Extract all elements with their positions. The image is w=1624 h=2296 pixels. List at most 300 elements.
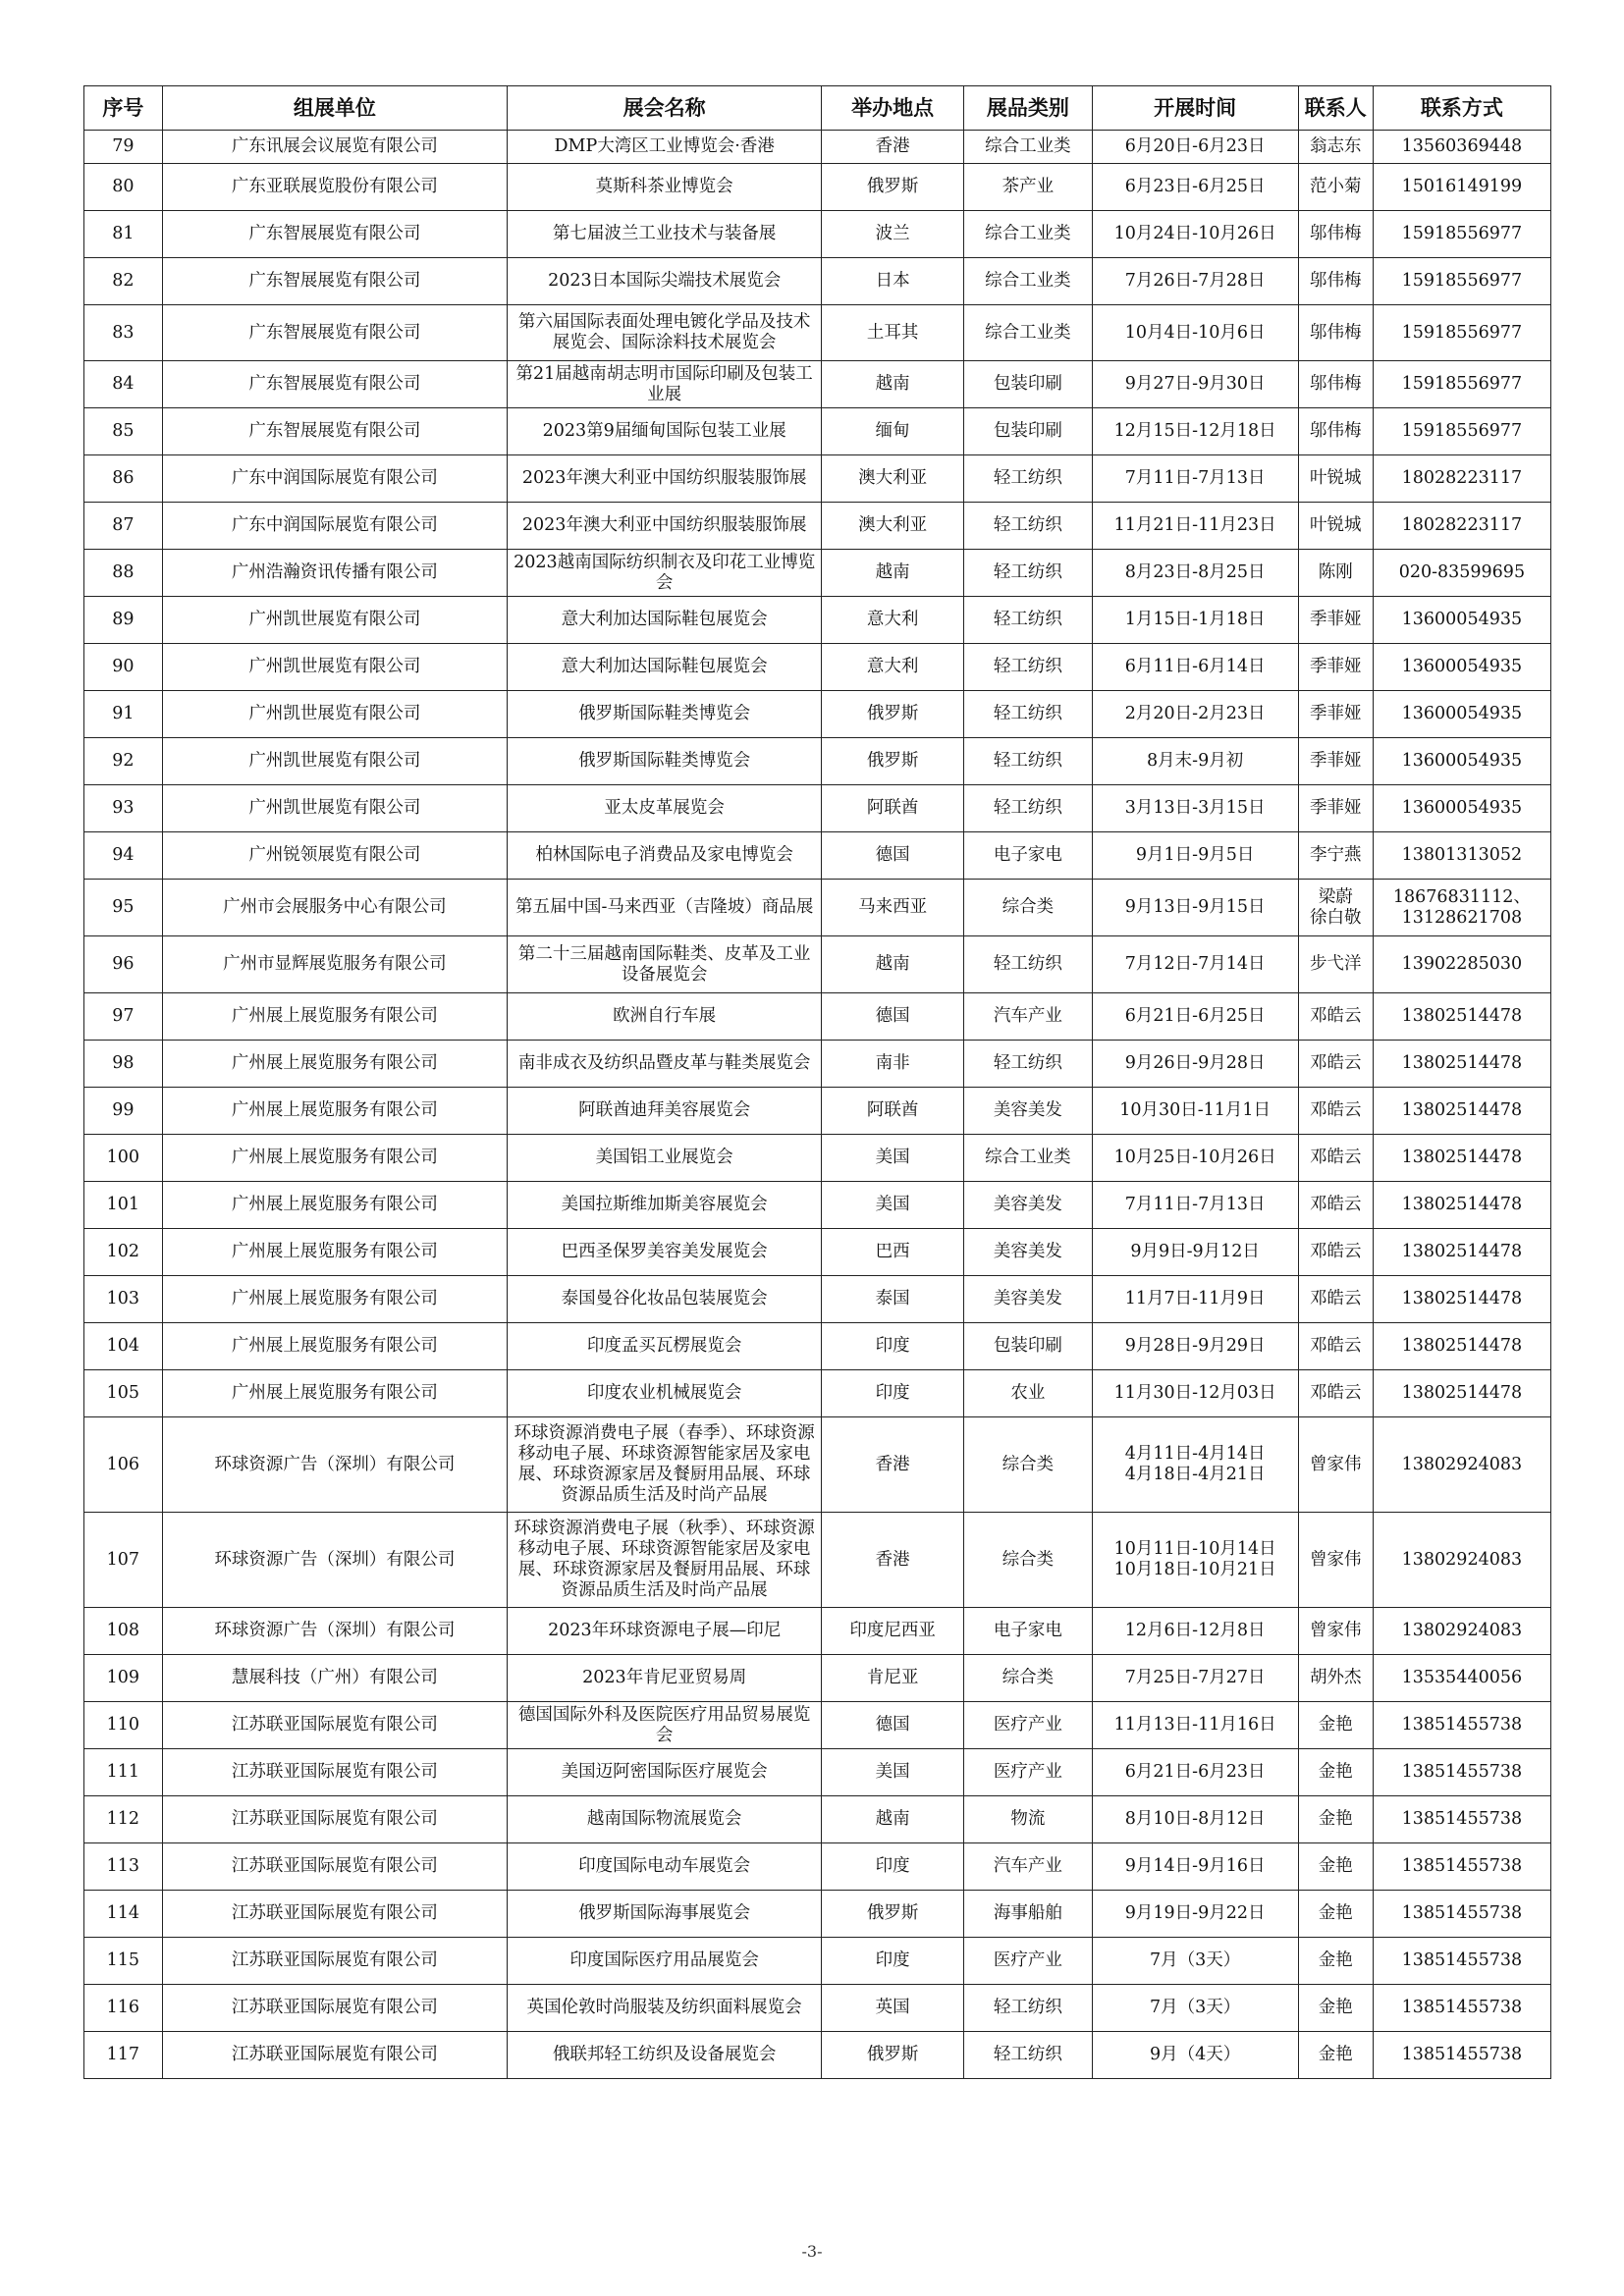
cell-exhibition-name: 欧洲自行车展 xyxy=(508,993,822,1041)
cell-location: 土耳其 xyxy=(822,305,964,361)
table-row xyxy=(84,164,1551,211)
cell-index: 117 xyxy=(84,2032,163,2079)
cell-contact-phone: 13851455738 xyxy=(1373,1938,1550,1985)
cell-date: 10月24日-10月26日 xyxy=(1092,211,1298,258)
cell-contact-phone: 13801313052 xyxy=(1373,832,1550,880)
cell-exhibition-name: 莫斯科茶业博览会 xyxy=(508,164,822,211)
cell-contact-person: 邓皓云 xyxy=(1298,1182,1373,1229)
cell-contact-person: 金艳 xyxy=(1298,2032,1373,2079)
cell-location: 南非 xyxy=(822,1041,964,1088)
cell-category: 轻工纺织 xyxy=(964,597,1092,644)
cell-date: 7月11日-7月13日 xyxy=(1092,455,1298,503)
cell-organizer: 环球资源广告（深圳）有限公司 xyxy=(162,1513,507,1608)
cell-contact-person: 金艳 xyxy=(1298,1702,1373,1749)
cell-category: 包装印刷 xyxy=(964,361,1092,408)
cell-organizer: 广东中润国际展览有限公司 xyxy=(162,503,507,550)
cell-category: 综合类 xyxy=(964,1513,1092,1608)
header-date: 开展时间 xyxy=(1092,86,1298,131)
cell-index: 115 xyxy=(84,1938,163,1985)
cell-location: 俄罗斯 xyxy=(822,1891,964,1938)
cell-category: 综合工业类 xyxy=(964,1135,1092,1182)
cell-organizer: 广州凯世展览有限公司 xyxy=(162,597,507,644)
cell-exhibition-name: 第五届中国-马来西亚（吉隆坡）商品展 xyxy=(508,880,822,936)
cell-date: 9月26日-9月28日 xyxy=(1092,1041,1298,1088)
cell-location: 俄罗斯 xyxy=(822,164,964,211)
cell-location: 德国 xyxy=(822,1702,964,1749)
cell-exhibition-name: 美国迈阿密国际医疗展览会 xyxy=(508,1749,822,1796)
table-row xyxy=(84,1702,1551,1749)
cell-contact-phone: 13802514478 xyxy=(1373,1041,1550,1088)
cell-location: 泰国 xyxy=(822,1276,964,1323)
cell-date: 3月13日-3月15日 xyxy=(1092,785,1298,832)
cell-exhibition-name: 俄联邦轻工纺织及设备展览会 xyxy=(508,2032,822,2079)
cell-contact-person: 步弋洋 xyxy=(1298,936,1373,993)
cell-index: 103 xyxy=(84,1276,163,1323)
cell-category: 汽车产业 xyxy=(964,993,1092,1041)
cell-contact-person: 金艳 xyxy=(1298,1938,1373,1985)
cell-organizer: 江苏联亚国际展览有限公司 xyxy=(162,1891,507,1938)
cell-location: 意大利 xyxy=(822,644,964,691)
cell-exhibition-name: 美国拉斯维加斯美容展览会 xyxy=(508,1182,822,1229)
cell-exhibition-name: 意大利加达国际鞋包展览会 xyxy=(508,644,822,691)
cell-contact-person: 曾家伟 xyxy=(1298,1513,1373,1608)
page-number: -3- xyxy=(801,2242,823,2261)
cell-index: 89 xyxy=(84,597,163,644)
cell-category: 美容美发 xyxy=(964,1229,1092,1276)
cell-exhibition-name: 印度孟买瓦楞展览会 xyxy=(508,1323,822,1370)
cell-date: 7月25日-7月27日 xyxy=(1092,1655,1298,1702)
cell-date: 7月12日-7月14日 xyxy=(1092,936,1298,993)
cell-exhibition-name: 第六届国际表面处理电镀化学品及技术展览会、国际涂料技术展览会 xyxy=(508,305,822,361)
cell-location: 美国 xyxy=(822,1749,964,1796)
cell-index: 80 xyxy=(84,164,163,211)
cell-contact-person: 季菲娅 xyxy=(1298,738,1373,785)
table-row xyxy=(84,1370,1551,1417)
cell-contact-phone: 13802514478 xyxy=(1373,1135,1550,1182)
cell-category: 汽车产业 xyxy=(964,1843,1092,1891)
cell-contact-phone: 13600054935 xyxy=(1373,691,1550,738)
cell-exhibition-name: 2023年环球资源电子展—印尼 xyxy=(508,1608,822,1655)
cell-category: 包装印刷 xyxy=(964,408,1092,455)
cell-index: 84 xyxy=(84,361,163,408)
cell-exhibition-name: 阿联酋迪拜美容展览会 xyxy=(508,1088,822,1135)
cell-index: 104 xyxy=(84,1323,163,1370)
cell-contact-person: 梁蔚 徐白敬 xyxy=(1298,880,1373,936)
cell-contact-person: 邬伟梅 xyxy=(1298,408,1373,455)
cell-contact-person: 叶锐城 xyxy=(1298,503,1373,550)
cell-exhibition-name: 环球资源消费电子展（秋季）、环球资源移动电子展、环球资源智能家居及家电展、环球资源家居及餐厨用品展、环球资源品质生活及时尚产品展 xyxy=(508,1513,822,1608)
cell-organizer: 广州展上展览服务有限公司 xyxy=(162,993,507,1041)
cell-organizer: 广州市显辉展览服务有限公司 xyxy=(162,936,507,993)
cell-location: 德国 xyxy=(822,993,964,1041)
cell-date: 11月13日-11月16日 xyxy=(1092,1702,1298,1749)
cell-category: 美容美发 xyxy=(964,1088,1092,1135)
cell-index: 95 xyxy=(84,880,163,936)
header-location: 举办地点 xyxy=(822,86,964,131)
cell-organizer: 广州凯世展览有限公司 xyxy=(162,785,507,832)
table-row xyxy=(84,1985,1551,2032)
cell-category: 美容美发 xyxy=(964,1276,1092,1323)
cell-exhibition-name: 巴西圣保罗美容美发展览会 xyxy=(508,1229,822,1276)
cell-category: 电子家电 xyxy=(964,832,1092,880)
cell-date: 6月21日-6月23日 xyxy=(1092,1749,1298,1796)
cell-category: 海事船舶 xyxy=(964,1891,1092,1938)
cell-index: 100 xyxy=(84,1135,163,1182)
cell-location: 缅甸 xyxy=(822,408,964,455)
cell-location: 俄罗斯 xyxy=(822,691,964,738)
cell-category: 轻工纺织 xyxy=(964,738,1092,785)
cell-category: 轻工纺织 xyxy=(964,1041,1092,1088)
table-row xyxy=(84,1655,1551,1702)
cell-exhibition-name: 英国伦敦时尚服装及纺织面料展览会 xyxy=(508,1985,822,2032)
cell-exhibition-name: 印度国际医疗用品展览会 xyxy=(508,1938,822,1985)
cell-exhibition-name: 南非成衣及纺织品暨皮革与鞋类展览会 xyxy=(508,1041,822,1088)
cell-index: 87 xyxy=(84,503,163,550)
cell-contact-phone: 13851455738 xyxy=(1373,1843,1550,1891)
table-row xyxy=(84,1796,1551,1843)
cell-contact-person: 邓皓云 xyxy=(1298,1041,1373,1088)
cell-date: 9月28日-9月29日 xyxy=(1092,1323,1298,1370)
cell-contact-person: 邓皓云 xyxy=(1298,1229,1373,1276)
cell-organizer: 广州市会展服务中心有限公司 xyxy=(162,880,507,936)
cell-index: 105 xyxy=(84,1370,163,1417)
cell-exhibition-name: 俄罗斯国际鞋类博览会 xyxy=(508,738,822,785)
cell-organizer: 广州展上展览服务有限公司 xyxy=(162,1088,507,1135)
cell-date: 10月25日-10月26日 xyxy=(1092,1135,1298,1182)
cell-organizer: 广州展上展览服务有限公司 xyxy=(162,1370,507,1417)
cell-exhibition-name: 2023第9届缅甸国际包装工业展 xyxy=(508,408,822,455)
cell-contact-phone: 13560369448 xyxy=(1373,131,1550,164)
cell-exhibition-name: 2023年肯尼亚贸易周 xyxy=(508,1655,822,1702)
cell-organizer: 广东智展展览有限公司 xyxy=(162,305,507,361)
cell-category: 医疗产业 xyxy=(964,1938,1092,1985)
cell-date: 11月30日-12月03日 xyxy=(1092,1370,1298,1417)
cell-index: 99 xyxy=(84,1088,163,1135)
cell-index: 116 xyxy=(84,1985,163,2032)
cell-date: 8月10日-8月12日 xyxy=(1092,1796,1298,1843)
cell-location: 肯尼亚 xyxy=(822,1655,964,1702)
cell-location: 澳大利亚 xyxy=(822,503,964,550)
cell-index: 82 xyxy=(84,258,163,305)
cell-organizer: 广州凯世展览有限公司 xyxy=(162,738,507,785)
cell-location: 越南 xyxy=(822,936,964,993)
table-row xyxy=(84,1135,1551,1182)
header-exhibition-name: 展会名称 xyxy=(508,86,822,131)
table-row xyxy=(84,993,1551,1041)
cell-date: 12月15日-12月18日 xyxy=(1092,408,1298,455)
cell-location: 澳大利亚 xyxy=(822,455,964,503)
cell-location: 印度 xyxy=(822,1323,964,1370)
cell-exhibition-name: 2023年澳大利亚中国纺织服装服饰展 xyxy=(508,455,822,503)
cell-category: 综合工业类 xyxy=(964,131,1092,164)
cell-location: 越南 xyxy=(822,550,964,597)
cell-contact-phone: 13802514478 xyxy=(1373,993,1550,1041)
cell-contact-person: 曾家伟 xyxy=(1298,1417,1373,1513)
cell-exhibition-name: 第21届越南胡志明市国际印刷及包装工业展 xyxy=(508,361,822,408)
cell-index: 113 xyxy=(84,1843,163,1891)
cell-organizer: 江苏联亚国际展览有限公司 xyxy=(162,1938,507,1985)
cell-contact-phone: 13851455738 xyxy=(1373,1749,1550,1796)
cell-location: 阿联酋 xyxy=(822,785,964,832)
cell-exhibition-name: 印度农业机械展览会 xyxy=(508,1370,822,1417)
header-index: 序号 xyxy=(84,86,163,131)
exhibition-table xyxy=(83,85,1551,2079)
table-row xyxy=(84,1182,1551,1229)
cell-date: 9月1日-9月5日 xyxy=(1092,832,1298,880)
table-row xyxy=(84,305,1551,361)
cell-date: 12月6日-12月8日 xyxy=(1092,1608,1298,1655)
cell-contact-phone: 13802924083 xyxy=(1373,1608,1550,1655)
cell-contact-phone: 13802514478 xyxy=(1373,1370,1550,1417)
cell-location: 俄罗斯 xyxy=(822,738,964,785)
cell-contact-person: 金艳 xyxy=(1298,1796,1373,1843)
cell-contact-person: 邬伟梅 xyxy=(1298,305,1373,361)
cell-organizer: 广州凯世展览有限公司 xyxy=(162,644,507,691)
cell-date: 6月20日-6月23日 xyxy=(1092,131,1298,164)
cell-category: 综合工业类 xyxy=(964,305,1092,361)
cell-contact-phone: 15918556977 xyxy=(1373,408,1550,455)
cell-contact-phone: 18028223117 xyxy=(1373,503,1550,550)
table-body xyxy=(84,131,1551,2079)
header-category: 展品类别 xyxy=(964,86,1092,131)
cell-location: 美国 xyxy=(822,1135,964,1182)
cell-contact-phone: 15016149199 xyxy=(1373,164,1550,211)
table-header-row xyxy=(84,86,1551,131)
table-row xyxy=(84,880,1551,936)
cell-category: 综合类 xyxy=(964,1417,1092,1513)
cell-category: 茶产业 xyxy=(964,164,1092,211)
cell-index: 97 xyxy=(84,993,163,1041)
cell-contact-person: 陈刚 xyxy=(1298,550,1373,597)
cell-category: 医疗产业 xyxy=(964,1702,1092,1749)
cell-organizer: 广东智展展览有限公司 xyxy=(162,211,507,258)
table-row xyxy=(84,644,1551,691)
cell-category: 轻工纺织 xyxy=(964,2032,1092,2079)
cell-location: 印度 xyxy=(822,1843,964,1891)
cell-location: 香港 xyxy=(822,131,964,164)
cell-organizer: 江苏联亚国际展览有限公司 xyxy=(162,1843,507,1891)
cell-category: 综合类 xyxy=(964,880,1092,936)
cell-location: 香港 xyxy=(822,1417,964,1513)
table-row xyxy=(84,1891,1551,1938)
cell-date: 8月末-9月初 xyxy=(1092,738,1298,785)
cell-index: 111 xyxy=(84,1749,163,1796)
table-row xyxy=(84,1276,1551,1323)
table-row xyxy=(84,1041,1551,1088)
cell-contact-phone: 020-83599695 xyxy=(1373,550,1550,597)
cell-exhibition-name: 美国铝工业展览会 xyxy=(508,1135,822,1182)
cell-organizer: 广州展上展览服务有限公司 xyxy=(162,1276,507,1323)
cell-contact-phone: 18676831112、 13128621708 xyxy=(1373,880,1550,936)
cell-organizer: 广东讯展会议展览有限公司 xyxy=(162,131,507,164)
cell-location: 美国 xyxy=(822,1182,964,1229)
cell-contact-person: 金艳 xyxy=(1298,1749,1373,1796)
cell-exhibition-name: 第二十三届越南国际鞋类、皮革及工业设备展览会 xyxy=(508,936,822,993)
cell-date: 9月19日-9月22日 xyxy=(1092,1891,1298,1938)
table-row xyxy=(84,1323,1551,1370)
cell-index: 91 xyxy=(84,691,163,738)
cell-contact-phone: 13902285030 xyxy=(1373,936,1550,993)
cell-contact-phone: 13535440056 xyxy=(1373,1655,1550,1702)
cell-contact-phone: 13600054935 xyxy=(1373,785,1550,832)
cell-organizer: 慧展科技（广州）有限公司 xyxy=(162,1655,507,1702)
cell-exhibition-name: 俄罗斯国际鞋类博览会 xyxy=(508,691,822,738)
cell-date: 7月（3天） xyxy=(1092,1938,1298,1985)
cell-contact-person: 邓皓云 xyxy=(1298,1276,1373,1323)
header-organizer: 组展单位 xyxy=(162,86,507,131)
table-row xyxy=(84,738,1551,785)
cell-contact-phone: 18028223117 xyxy=(1373,455,1550,503)
cell-index: 88 xyxy=(84,550,163,597)
cell-contact-person: 邓皓云 xyxy=(1298,1323,1373,1370)
table-row xyxy=(84,1229,1551,1276)
cell-date: 8月23日-8月25日 xyxy=(1092,550,1298,597)
cell-index: 94 xyxy=(84,832,163,880)
cell-exhibition-name: 第七届波兰工业技术与装备展 xyxy=(508,211,822,258)
cell-index: 112 xyxy=(84,1796,163,1843)
cell-contact-phone: 13802514478 xyxy=(1373,1323,1550,1370)
cell-date: 7月26日-7月28日 xyxy=(1092,258,1298,305)
table-row xyxy=(84,550,1551,597)
cell-date: 10月11日-10月14日 10月18日-10月21日 xyxy=(1092,1513,1298,1608)
cell-contact-phone: 13600054935 xyxy=(1373,597,1550,644)
cell-exhibition-name: 2023日本国际尖端技术展览会 xyxy=(508,258,822,305)
cell-category: 综合工业类 xyxy=(964,258,1092,305)
cell-date: 7月11日-7月13日 xyxy=(1092,1182,1298,1229)
cell-location: 马来西亚 xyxy=(822,880,964,936)
table-row xyxy=(84,2032,1551,2079)
cell-organizer: 广州锐领展览有限公司 xyxy=(162,832,507,880)
table-row xyxy=(84,503,1551,550)
cell-location: 印度 xyxy=(822,1370,964,1417)
cell-organizer: 江苏联亚国际展览有限公司 xyxy=(162,1796,507,1843)
cell-category: 轻工纺织 xyxy=(964,550,1092,597)
cell-organizer: 广州凯世展览有限公司 xyxy=(162,691,507,738)
table-row xyxy=(84,936,1551,993)
cell-contact-person: 邬伟梅 xyxy=(1298,258,1373,305)
cell-contact-phone: 13851455738 xyxy=(1373,1891,1550,1938)
cell-exhibition-name: DMP大湾区工业博览会·香港 xyxy=(508,131,822,164)
cell-date: 10月4日-10月6日 xyxy=(1092,305,1298,361)
cell-date: 9月（4天） xyxy=(1092,2032,1298,2079)
cell-category: 物流 xyxy=(964,1796,1092,1843)
cell-date: 7月（3天） xyxy=(1092,1985,1298,2032)
cell-location: 波兰 xyxy=(822,211,964,258)
cell-category: 轻工纺织 xyxy=(964,785,1092,832)
table-row xyxy=(84,785,1551,832)
cell-contact-person: 邓皓云 xyxy=(1298,1370,1373,1417)
cell-contact-person: 季菲娅 xyxy=(1298,785,1373,832)
table-row xyxy=(84,1843,1551,1891)
cell-contact-person: 邬伟梅 xyxy=(1298,361,1373,408)
cell-category: 轻工纺织 xyxy=(964,936,1092,993)
cell-index: 108 xyxy=(84,1608,163,1655)
cell-contact-phone: 15918556977 xyxy=(1373,305,1550,361)
cell-contact-person: 李宁燕 xyxy=(1298,832,1373,880)
table-row xyxy=(84,211,1551,258)
cell-contact-person: 邓皓云 xyxy=(1298,1088,1373,1135)
cell-contact-phone: 13802924083 xyxy=(1373,1513,1550,1608)
cell-date: 6月21日-6月25日 xyxy=(1092,993,1298,1041)
cell-contact-phone: 13802924083 xyxy=(1373,1417,1550,1513)
cell-index: 79 xyxy=(84,131,163,164)
cell-category: 美容美发 xyxy=(964,1182,1092,1229)
cell-organizer: 江苏联亚国际展览有限公司 xyxy=(162,1749,507,1796)
cell-contact-phone: 13851455738 xyxy=(1373,1985,1550,2032)
cell-index: 96 xyxy=(84,936,163,993)
cell-organizer: 广州浩瀚资讯传播有限公司 xyxy=(162,550,507,597)
cell-index: 106 xyxy=(84,1417,163,1513)
cell-location: 巴西 xyxy=(822,1229,964,1276)
cell-location: 德国 xyxy=(822,832,964,880)
cell-location: 印度 xyxy=(822,1938,964,1985)
cell-organizer: 广州展上展览服务有限公司 xyxy=(162,1229,507,1276)
cell-date: 4月11日-4月14日 4月18日-4月21日 xyxy=(1092,1417,1298,1513)
cell-exhibition-name: 柏林国际电子消费品及家电博览会 xyxy=(508,832,822,880)
table-row xyxy=(84,1417,1551,1513)
table-row xyxy=(84,597,1551,644)
cell-index: 109 xyxy=(84,1655,163,1702)
cell-date: 6月11日-6月14日 xyxy=(1092,644,1298,691)
table-row xyxy=(84,1608,1551,1655)
cell-exhibition-name: 俄罗斯国际海事展览会 xyxy=(508,1891,822,1938)
table-row xyxy=(84,1749,1551,1796)
table-row xyxy=(84,1938,1551,1985)
cell-date: 9月14日-9月16日 xyxy=(1092,1843,1298,1891)
cell-contact-phone: 15918556977 xyxy=(1373,258,1550,305)
table-row xyxy=(84,1088,1551,1135)
cell-organizer: 江苏联亚国际展览有限公司 xyxy=(162,2032,507,2079)
table-row xyxy=(84,455,1551,503)
cell-contact-person: 叶锐城 xyxy=(1298,455,1373,503)
cell-location: 日本 xyxy=(822,258,964,305)
cell-organizer: 广东智展展览有限公司 xyxy=(162,361,507,408)
cell-contact-person: 翁志东 xyxy=(1298,131,1373,164)
table-row xyxy=(84,408,1551,455)
cell-location: 英国 xyxy=(822,1985,964,2032)
cell-location: 印度尼西亚 xyxy=(822,1608,964,1655)
cell-index: 93 xyxy=(84,785,163,832)
cell-contact-person: 季菲娅 xyxy=(1298,597,1373,644)
cell-contact-phone: 13851455738 xyxy=(1373,1702,1550,1749)
table-row xyxy=(84,361,1551,408)
cell-date: 9月9日-9月12日 xyxy=(1092,1229,1298,1276)
cell-index: 92 xyxy=(84,738,163,785)
cell-exhibition-name: 泰国曼谷化妆品包装展览会 xyxy=(508,1276,822,1323)
cell-contact-person: 邓皓云 xyxy=(1298,993,1373,1041)
cell-location: 俄罗斯 xyxy=(822,2032,964,2079)
cell-organizer: 江苏联亚国际展览有限公司 xyxy=(162,1702,507,1749)
cell-organizer: 环球资源广告（深圳）有限公司 xyxy=(162,1417,507,1513)
cell-date: 1月15日-1月18日 xyxy=(1092,597,1298,644)
cell-contact-person: 邬伟梅 xyxy=(1298,211,1373,258)
cell-organizer: 广东智展展览有限公司 xyxy=(162,408,507,455)
cell-contact-phone: 15918556977 xyxy=(1373,361,1550,408)
cell-organizer: 广东中润国际展览有限公司 xyxy=(162,455,507,503)
cell-date: 6月23日-6月25日 xyxy=(1092,164,1298,211)
cell-organizer: 广州展上展览服务有限公司 xyxy=(162,1041,507,1088)
cell-exhibition-name: 环球资源消费电子展（春季）、环球资源移动电子展、环球资源智能家居及家电展、环球资源家居及餐厨用品展、环球资源品质生活及时尚产品展 xyxy=(508,1417,822,1513)
cell-category: 综合工业类 xyxy=(964,211,1092,258)
cell-category: 包装印刷 xyxy=(964,1323,1092,1370)
cell-index: 86 xyxy=(84,455,163,503)
cell-contact-person: 金艳 xyxy=(1298,1843,1373,1891)
header-contact-phone: 联系方式 xyxy=(1373,86,1550,131)
cell-contact-phone: 15918556977 xyxy=(1373,211,1550,258)
cell-date: 11月7日-11月9日 xyxy=(1092,1276,1298,1323)
cell-date: 10月30日-11月1日 xyxy=(1092,1088,1298,1135)
cell-contact-person: 邓皓云 xyxy=(1298,1135,1373,1182)
